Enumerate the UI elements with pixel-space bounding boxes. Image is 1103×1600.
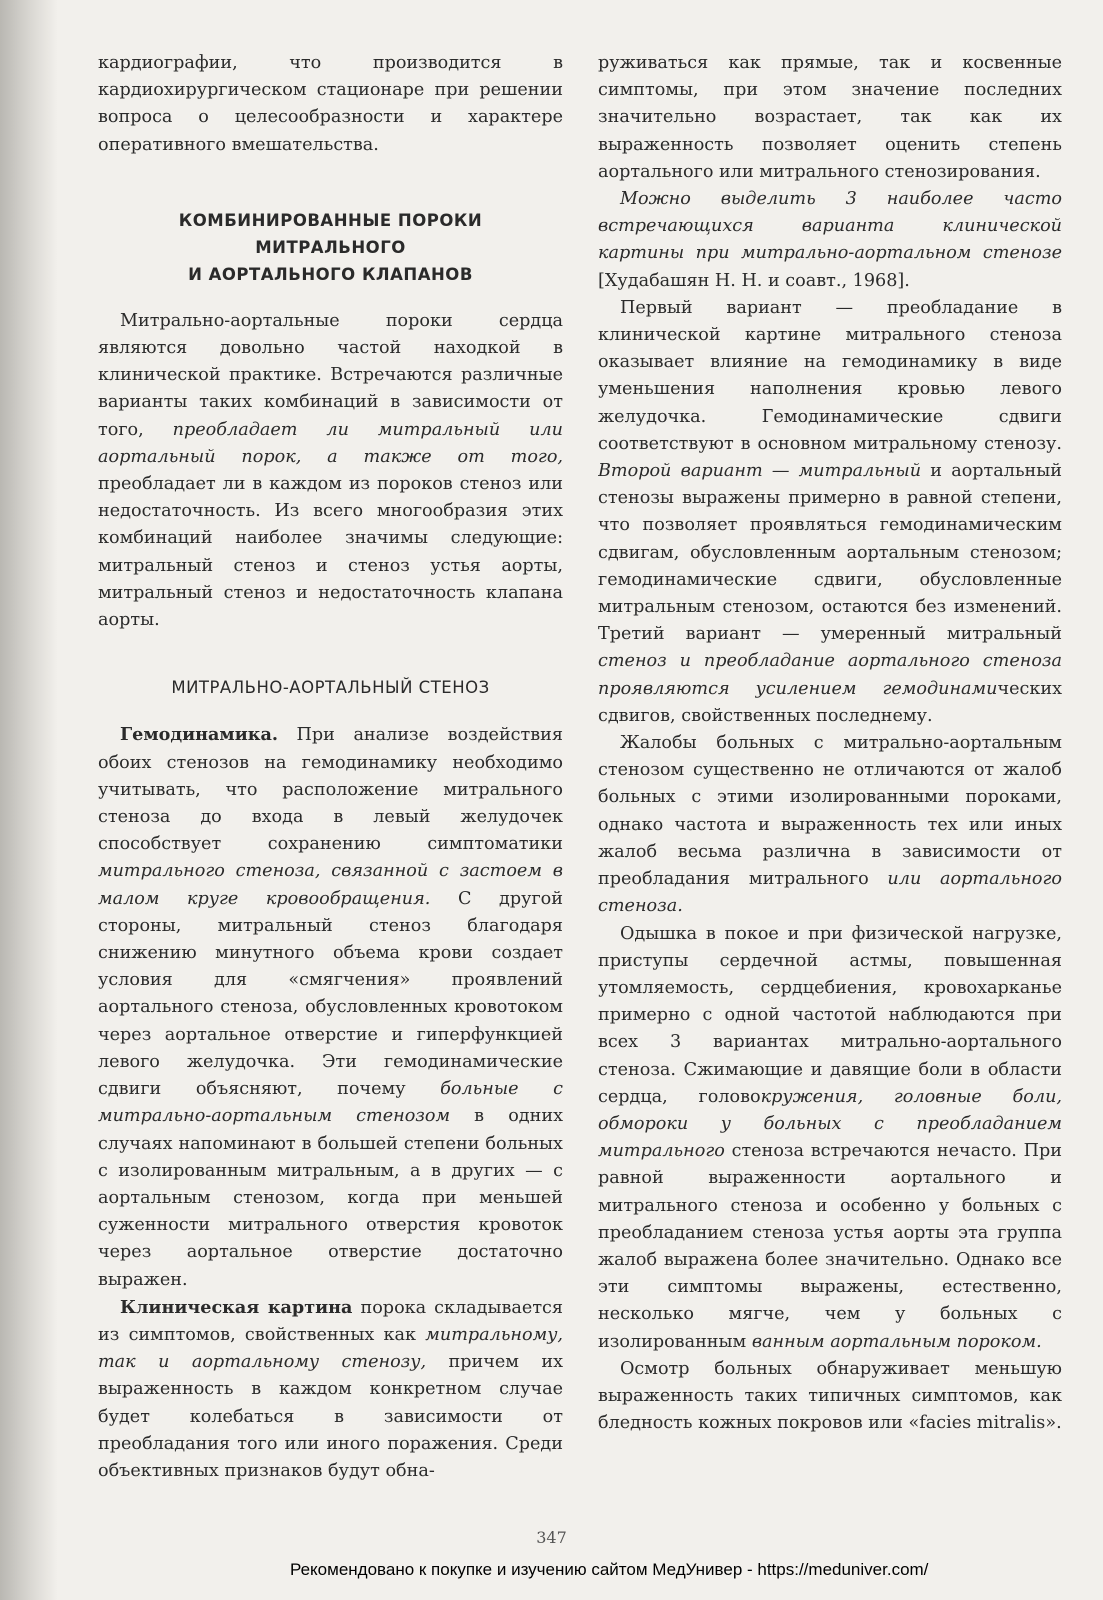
section-title-line-2: МИТРАЛЬНОГО: [255, 237, 406, 257]
right-column: [598, 50, 1062, 1437]
subsection-title: МИТРАЛЬНО-АОРТАЛЬНЫЙ СТЕНОЗ: [171, 678, 490, 698]
paragraph: Жалобы больных с митрально-аортальным стенозом существенно не отличаются от жалоб больных с этими изолированными пороками, однако частота и выраженность тех или иных жалоб весьма различна в зависимости от преобладания митрального или аортального стеноза.: [598, 733, 1062, 917]
paragraph: Клиническая картина порока складывается из симптомов, свойственных как митральному, так и аортальному стенозу, причем их выраженность в каждом конкретном случае будет колебаться в зависимости от преобладания того или иного поражения. Среди объективных признаков будут обна-: [98, 1296, 563, 1481]
left-column: [98, 50, 563, 1485]
paragraph: Митрально-аортальные пороки сердца являются довольно частой находкой в клинической практике. Встречаются различные варианты таких комбинаций в зависимости от того, преобладает ли митральный или аортальный порок, а также от того, преобладает ли в каждом из пороков стеноз или недостаточность. Из всего многообразия этих комбинаций наиболее значимы следующие: митральный стеноз и стеноз устья аорты, митральный стеноз и недостаточность клапана аорты.: [98, 310, 564, 631]
section-title: [98, 207, 563, 288]
section-title-line-3: И АОРТАЛЬНОГО КЛАПАНОВ: [188, 264, 473, 284]
paragraph: руживаться как прямые, так и косвенные симптомы, при этом значение последних значительно возрастает, так как их выраженность позволяет оценить степень аортального или митрального стенозирования.: [598, 53, 1062, 182]
page-number: 347: [536, 1528, 567, 1547]
paragraph: Гемодинамика. При анализе воздействия обоих стенозов на гемодинамику необходимо учитывать, что расположение митрального стеноза до входа в левый желудочек способствует сохранению симптоматики митрального стеноза, связанной с застоем в малом круге кровообращения. С другой стороны, митральный стеноз благодаря снижению минутного объема крови создает условия для «смягчения» проявлений аортального стеноза, обусловленных кровотоком через аортальное отверстие и гиперфункцией левого желудочка. Эти гемодинамические сдвиги объясняют, почему больные с митрально-аортальным стенозом в одних случаях напоминают в большей степени больных с изолированным митральным, а в других — с аортальным стенозом, когда при меньшей суженности митрального отверстия кровоток через аортальное отверстие достаточно выражен.: [98, 724, 563, 1290]
page-edge-shadow: [0, 0, 58, 1600]
paragraph: кардиографии, что производится в кардиохирургическом стационаре при решении вопроса о целесообразности и характере оперативного вмешательства.: [98, 53, 563, 155]
paragraph: Можно выделить 3 наиболее часто встречающихся варианта клинической картины при митрально-аортальном стенозе [Худабашян Н. Н. и соавт., 1968].: [598, 189, 1062, 291]
paragraph: Первый вариант — преобладание в клинической картине митрального стеноза оказывает влияние на гемодинамику в виде уменьшения наполнения кровью левого желудочка. Гемодинамические сдвиги соответствуют в основном митральному стенозу. Второй вариант — митральный и аортальный стенозы выражены примерно в равной степени, что позволяет проявляться гемодинамическим сдвигам, обусловленным аортальным стенозом; гемодинамические сдвиги, обусловленные митральным стенозом, остаются без изменений. Третий вариант — умеренный митральный стеноз и преобладание аортального стеноза проявляются усилением гемодинамических сдвигов, свойственных последнему.: [598, 297, 1062, 726]
footer-recommendation: Рекомендовано к покупке и изучению сайтом МедУнивер - https://meduniver.com/: [290, 1560, 929, 1579]
paragraph: Осмотр больных обнаруживает меньшую выраженность таких типичных симптомов, как бледность кожных покровов или «facies mitralis».: [598, 1358, 1062, 1434]
paragraph: Одышка в покое и при физической нагрузке, приступы сердечной астмы, повышенная утомляемость, сердцебиения, кровохарканье примерно с одной частотой наблюдаются при всех 3 вариантах митрально-аортального стеноза. Сжимающие и давящие боли в области сердца, головокружения, головные боли, обмороки у больных с преобладанием митрального стеноза встречаются нечасто. При равной выраженности аортального и митрального стеноза и особенно у больных с преобладанием стеноза устья аорты эта группа жалоб выражена более значительно. Однако все эти симптомы выражены, естественно, несколько мягче, чем у больных с изолированным ванным аортальным пороком.: [598, 923, 1062, 1352]
section-title-line-1: КОМБИНИРОВАННЫЕ ПОРОКИ: [178, 210, 483, 230]
